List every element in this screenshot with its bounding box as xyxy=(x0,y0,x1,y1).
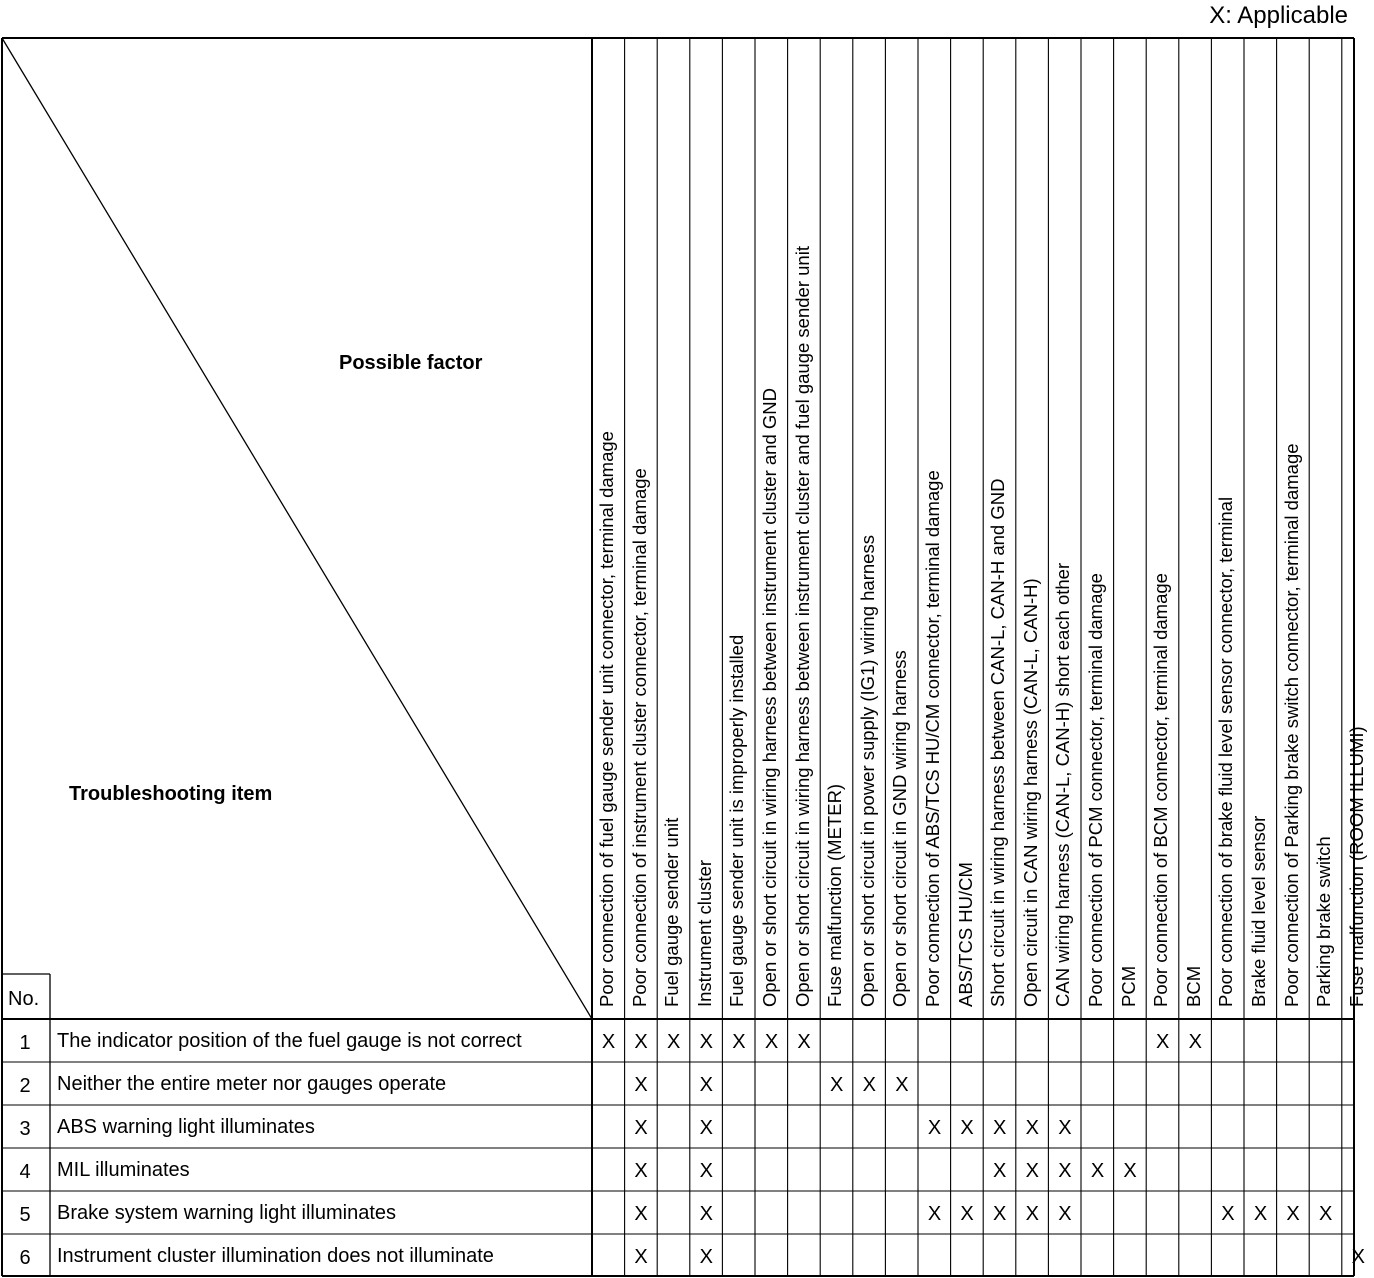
header-diagonal xyxy=(2,38,592,1019)
factor-header: Poor connection of instrument cluster connector, terminal damage xyxy=(628,468,650,1007)
applicable-mark: X xyxy=(993,1160,1007,1182)
applicable-mark: X xyxy=(830,1074,844,1096)
row-number: 3 xyxy=(19,1118,31,1140)
applicable-mark: X xyxy=(732,1031,746,1053)
applicable-mark: X xyxy=(960,1203,974,1225)
factor-header: Poor connection of Parking brake switch connector, terminal damage xyxy=(1280,443,1302,1007)
applicable-mark: X xyxy=(699,1117,713,1139)
factor-header: Open or short circuit in wiring harness between instrument cluster and GND xyxy=(759,388,780,1007)
applicable-mark: X xyxy=(797,1031,811,1053)
factor-header: BCM xyxy=(1182,965,1204,1007)
applicable-mark: X xyxy=(1025,1117,1039,1139)
applicable-mark: X xyxy=(634,1031,648,1053)
applicable-mark: X xyxy=(1025,1203,1039,1225)
factor-header: Short circuit in wiring harness between CAN-L, CAN-H and GND xyxy=(987,478,1009,1007)
applicable-mark: X xyxy=(634,1074,648,1096)
applicable-mark: X xyxy=(634,1203,648,1225)
factor-header: Open or short circuit in wiring harness between instrument cluster and fuel gauge sender unit xyxy=(791,246,813,1007)
applicable-mark: X xyxy=(895,1074,909,1096)
row-number: 1 xyxy=(19,1032,31,1054)
factor-header: Fuel gauge sender unit xyxy=(661,817,683,1007)
factor-header: Fuse malfunction (ROOM ILLUMI) xyxy=(1345,726,1367,1007)
factor-header: Poor connection of brake fluid level sensor connector, terminal xyxy=(1215,496,1237,1007)
factor-header: Open circuit in CAN wiring harness (CAN-L, CAN-H) xyxy=(1019,578,1041,1007)
applicable-mark: X xyxy=(634,1160,648,1182)
applicable-mark: X xyxy=(993,1117,1007,1139)
applicable-mark: X xyxy=(1025,1160,1039,1182)
factor-header: Poor connection of fuel gauge sender unit connector, terminal damage xyxy=(596,431,617,1007)
applicable-mark: X xyxy=(862,1074,876,1096)
factor-header: Open or short circuit in GND wiring harness xyxy=(889,650,911,1007)
row-item: Instrument cluster illumination does not illuminate xyxy=(57,1245,494,1267)
applicable-mark: X xyxy=(960,1117,974,1139)
possible-factor-heading: Possible factor xyxy=(339,352,483,374)
applicable-mark: X xyxy=(601,1031,616,1053)
applicable-mark: X xyxy=(699,1074,713,1096)
applicable-mark: X xyxy=(699,1160,713,1182)
applicable-mark: X xyxy=(1286,1203,1300,1225)
row-item: ABS warning light illuminates xyxy=(57,1116,315,1138)
row-number: 6 xyxy=(19,1247,31,1269)
applicable-mark: X xyxy=(699,1203,713,1225)
applicable-mark: X xyxy=(1058,1160,1072,1182)
applicable-mark: X xyxy=(1319,1203,1333,1225)
factor-header: Open or short circuit in power supply (IG1) wiring harness xyxy=(856,535,878,1007)
applicable-mark: X xyxy=(1156,1031,1170,1053)
applicable-mark: X xyxy=(1058,1203,1072,1225)
factor-header: Parking brake switch xyxy=(1313,836,1335,1007)
legend: X: Applicable xyxy=(1209,2,1348,29)
row-number: 2 xyxy=(19,1075,31,1097)
factor-header: Brake fluid level sensor xyxy=(1248,815,1269,1007)
factor-header: Instrument cluster xyxy=(693,859,715,1007)
applicable-mark: X xyxy=(699,1031,713,1053)
factor-header: CAN wiring harness (CAN-L, CAN-H) short each other xyxy=(1052,562,1074,1007)
applicable-mark: X xyxy=(1253,1203,1268,1225)
applicable-mark: X xyxy=(1058,1117,1072,1139)
applicable-mark: X xyxy=(1090,1160,1105,1182)
factor-header: ABS/TCS HU/CM xyxy=(954,862,976,1007)
troubleshooting-item-heading: Troubleshooting item xyxy=(69,783,273,805)
applicable-mark: X xyxy=(699,1246,713,1268)
applicable-mark: X xyxy=(764,1031,779,1053)
factor-header: Poor connection of ABS/TCS HU/CM connector, terminal damage xyxy=(922,470,943,1007)
applicable-mark: X xyxy=(993,1203,1007,1225)
applicable-mark: X xyxy=(634,1246,648,1268)
applicable-mark: X xyxy=(927,1117,942,1139)
factor-header: Fuel gauge sender unit is improperly installed xyxy=(726,634,748,1007)
applicable-mark: X xyxy=(1123,1160,1137,1182)
no-column-heading: No. xyxy=(8,988,40,1010)
row-item: Neither the entire meter nor gauges operate xyxy=(57,1073,447,1095)
applicable-mark: X xyxy=(667,1031,681,1053)
row-item: The indicator position of the fuel gauge is not correct xyxy=(57,1030,522,1052)
row-item: MIL illuminates xyxy=(57,1159,190,1181)
applicable-mark: X xyxy=(1351,1246,1365,1268)
factor-header: Fuse malfunction (METER) xyxy=(824,783,846,1007)
factor-header: Poor connection of PCM connector, terminal damage xyxy=(1085,573,1106,1007)
applicable-mark: X xyxy=(634,1117,648,1139)
applicable-mark: X xyxy=(1188,1031,1202,1053)
applicable-mark: X xyxy=(1221,1203,1235,1225)
row-number: 5 xyxy=(19,1204,31,1226)
row-number: 4 xyxy=(19,1161,31,1183)
factor-header: Poor connection of BCM connector, terminal damage xyxy=(1150,573,1172,1007)
applicable-mark: X xyxy=(927,1203,942,1225)
factor-header: PCM xyxy=(1117,965,1139,1007)
row-item: Brake system warning light illuminates xyxy=(57,1202,397,1224)
